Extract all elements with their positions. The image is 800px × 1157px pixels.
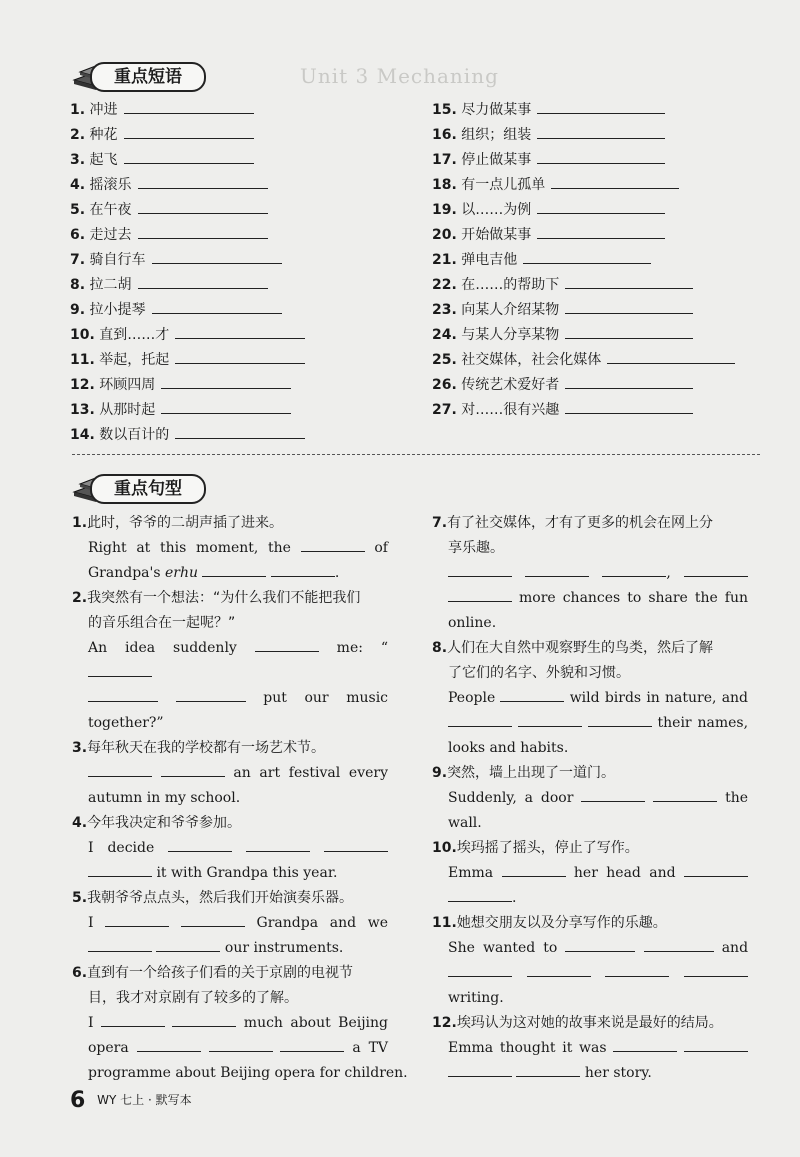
sentence-text: 1. — [72, 515, 88, 531]
english-line — [72, 561, 388, 586]
english-line: looks and habits. — [448, 740, 569, 756]
chinese-prompt: 目，我才对京剧有了较多的了解。 — [88, 990, 298, 1006]
phrase-number: 14. — [70, 427, 95, 443]
chinese-prompt — [72, 586, 388, 611]
english-line: wall. — [448, 815, 482, 831]
sentence-text: I — [88, 915, 94, 931]
answer-blank[interactable] — [324, 837, 388, 852]
sentence-12 — [432, 1011, 748, 1086]
english-line — [72, 836, 388, 861]
phrase-item — [432, 223, 735, 248]
answer-blank[interactable] — [537, 149, 665, 164]
sentence-text: 此时，爷爷的二胡声插了进来。 — [87, 515, 284, 531]
section-title: 重点句型 — [90, 474, 206, 504]
answer-blank[interactable] — [565, 399, 693, 414]
sentence-6 — [72, 961, 408, 1086]
answer-blank[interactable] — [176, 687, 246, 702]
phrase-text: 在……的帮助下 — [461, 277, 560, 293]
sentence-text: Right at this moment, the — [88, 540, 291, 556]
sentence-text: her head and — [573, 865, 676, 881]
sentence-9 — [432, 761, 748, 836]
sentence-text: me: “ — [336, 640, 389, 656]
phrase-number: 21. — [432, 252, 457, 268]
phrase-text: 有一点儿孤单 — [461, 177, 546, 193]
phrase-text: 举起，托起 — [99, 352, 170, 368]
phrase-item — [70, 198, 305, 223]
sentence-text: 6. — [72, 965, 88, 981]
sentence-text: wild birds in nature, and — [569, 690, 749, 706]
sentence-text: a TV — [352, 1040, 389, 1056]
answer-blank[interactable] — [172, 1012, 236, 1027]
answer-blank[interactable] — [551, 174, 679, 189]
phrase-number: 15. — [432, 102, 457, 118]
phrase-number: 11. — [70, 352, 95, 368]
answer-blank[interactable] — [565, 324, 693, 339]
phrase-number: 7. — [70, 252, 86, 268]
sentence-text: Emma thought it was — [448, 1040, 607, 1056]
chinese-prompt — [432, 761, 748, 786]
answer-blank[interactable] — [565, 374, 693, 389]
phrase-text: 种花 — [89, 127, 118, 143]
answer-blank[interactable] — [202, 562, 266, 577]
english-line — [72, 761, 388, 786]
phrase-number: 12. — [70, 377, 95, 393]
phrase-item — [70, 98, 305, 123]
phrase-number: 24. — [432, 327, 457, 343]
sentence-text: 直到有一个给孩子们看的关于京剧的电视节 — [87, 965, 354, 981]
phrase-number: 27. — [432, 402, 457, 418]
sentence-11 — [432, 911, 748, 1011]
phrase-text: 拉二胡 — [89, 277, 132, 293]
sentence-text: Suddenly, a door — [448, 790, 574, 806]
answer-blank[interactable] — [271, 562, 335, 577]
phrase-text: 停止做某事 — [461, 152, 532, 168]
sentence-2 — [72, 586, 388, 736]
english-line — [72, 1011, 388, 1036]
answer-blank[interactable] — [88, 687, 158, 702]
english-line — [432, 586, 748, 611]
english-line — [72, 911, 388, 936]
sentence-text: 她想交朋友以及分享写作的乐趣。 — [456, 915, 667, 931]
phrase-item — [70, 323, 305, 348]
phrase-number: 19. — [432, 202, 457, 218]
phrase-number: 2. — [70, 127, 86, 143]
english-line — [432, 936, 748, 961]
answer-blank[interactable] — [152, 249, 282, 264]
sentence-text: 埃玛认为这对她的故事来说是最好的结局。 — [456, 1015, 723, 1031]
chinese-prompt — [432, 836, 748, 861]
book-label: WY 七上 · 默写本 — [97, 1093, 192, 1107]
phrase-number: 9. — [70, 302, 86, 318]
phrase-text: 拉小提琴 — [89, 302, 146, 318]
dashed-divider — [72, 454, 760, 455]
chinese-prompt — [432, 911, 748, 936]
sentence-text: . — [334, 565, 340, 581]
answer-blank[interactable] — [684, 962, 748, 977]
sentence-text: 我突然有一个想法：“为什么我们不能把我们 — [87, 590, 361, 606]
answer-blank[interactable] — [138, 274, 268, 289]
phrase-text: 从那时起 — [99, 402, 156, 418]
english-line — [432, 786, 748, 811]
answer-blank[interactable] — [246, 837, 310, 852]
answer-blank[interactable] — [280, 1037, 344, 1052]
sentence-text: She wanted to — [448, 940, 558, 956]
answer-blank[interactable] — [88, 662, 152, 677]
english-line: , — [432, 561, 748, 586]
phrase-number: 25. — [432, 352, 457, 368]
phrase-item — [70, 173, 305, 198]
answer-blank[interactable] — [525, 562, 589, 577]
chinese-prompt — [432, 511, 748, 536]
phrase-text: 直到……才 — [99, 327, 170, 343]
phrase-item — [432, 373, 735, 398]
sentence-text: erhu — [165, 565, 199, 581]
phrase-item — [432, 248, 735, 273]
page-footer — [70, 1088, 192, 1113]
answer-blank[interactable] — [644, 937, 714, 952]
phrase-item — [432, 298, 735, 323]
english-line — [72, 636, 388, 686]
answer-blank[interactable] — [161, 762, 225, 777]
answer-blank[interactable] — [181, 912, 245, 927]
english-line — [432, 711, 748, 736]
phrase-item — [432, 198, 735, 223]
answer-blank[interactable] — [124, 149, 254, 164]
answer-blank[interactable] — [448, 587, 512, 602]
sentence-10 — [432, 836, 748, 911]
answer-blank[interactable] — [607, 349, 735, 364]
answer-blank[interactable] — [175, 424, 305, 439]
phrase-item — [432, 398, 735, 423]
answer-blank[interactable] — [448, 962, 512, 977]
chinese-prompt — [72, 736, 388, 761]
answer-blank[interactable] — [138, 199, 268, 214]
phrase-number: 3. — [70, 152, 86, 168]
answer-blank[interactable] — [537, 224, 665, 239]
phrase-text: 弹电吉他 — [461, 252, 518, 268]
phrase-item — [432, 123, 735, 148]
answer-blank[interactable] — [448, 1062, 512, 1077]
english-line — [432, 861, 748, 886]
phrase-text: 开始做某事 — [461, 227, 532, 243]
sentence-text: 10. — [432, 840, 457, 856]
sentences-right-column — [432, 511, 748, 1086]
answer-blank[interactable] — [175, 349, 305, 364]
english-line — [72, 536, 388, 561]
phrase-item — [70, 148, 305, 173]
answer-blank[interactable] — [168, 837, 232, 852]
chinese-prompt — [72, 886, 388, 911]
answer-blank[interactable] — [588, 712, 652, 727]
phrase-text: 对……很有兴趣 — [461, 402, 560, 418]
phrase-text: 组织；组装 — [461, 127, 532, 143]
phrase-item — [432, 323, 735, 348]
chinese-prompt — [432, 1011, 748, 1036]
answer-blank[interactable] — [138, 174, 268, 189]
english-line: autumn in my school. — [88, 790, 241, 806]
answer-blank[interactable] — [448, 712, 512, 727]
sentence-text: 今年我决定和爷爷参加。 — [87, 815, 242, 831]
phrase-number: 5. — [70, 202, 86, 218]
sentence-text: 7. — [432, 515, 448, 531]
answer-blank[interactable] — [448, 887, 512, 902]
phrase-item — [432, 148, 735, 173]
phrase-text: 向某人介绍某物 — [461, 302, 560, 318]
phrases-left-column — [70, 98, 305, 448]
sentence-text: People — [448, 690, 496, 706]
phrase-item — [70, 123, 305, 148]
answer-blank[interactable] — [138, 224, 268, 239]
answer-blank[interactable] — [581, 787, 645, 802]
sentence-8 — [432, 636, 748, 761]
english-line: writing. — [448, 990, 504, 1006]
english-line — [72, 861, 388, 886]
sentence-text: Grandpa and we — [256, 915, 388, 931]
phrase-number: 6. — [70, 227, 86, 243]
answer-blank[interactable] — [565, 274, 693, 289]
sentence-4 — [72, 811, 388, 886]
answer-blank[interactable] — [161, 399, 291, 414]
english-line — [432, 686, 748, 711]
section-header-phrases — [70, 58, 210, 92]
sentence-text: her story. — [584, 1065, 652, 1081]
sentence-1 — [72, 511, 388, 586]
sentence-text: Grandpa's — [88, 565, 161, 581]
answer-blank[interactable] — [605, 962, 669, 977]
phrase-item — [70, 223, 305, 248]
answer-blank[interactable] — [152, 299, 282, 314]
answer-blank[interactable] — [527, 962, 591, 977]
english-line — [72, 1036, 388, 1061]
section-title: 重点短语 — [90, 62, 206, 92]
answer-blank[interactable] — [523, 249, 651, 264]
answer-blank[interactable] — [684, 1037, 748, 1052]
phrase-text: 在午夜 — [89, 202, 132, 218]
english-line — [72, 936, 388, 961]
phrase-number: 23. — [432, 302, 457, 318]
english-line: programme about Beijing opera for children. — [88, 1065, 408, 1081]
sentence-3 — [72, 736, 388, 811]
phrase-number: 1. — [70, 102, 86, 118]
answer-blank[interactable] — [209, 1037, 273, 1052]
answer-blank[interactable] — [175, 324, 305, 339]
answer-blank[interactable] — [518, 712, 582, 727]
sentence-text: our instruments. — [224, 940, 344, 956]
phrase-item — [70, 373, 305, 398]
phrase-text: 冲进 — [89, 102, 118, 118]
sentence-text: put our music — [263, 690, 389, 706]
phrase-number: 4. — [70, 177, 86, 193]
sentence-text: 11. — [432, 915, 457, 931]
sentence-text: I decide — [88, 840, 155, 856]
phrase-number: 13. — [70, 402, 95, 418]
sentence-text: 埃玛摇了摇头，停止了写作。 — [456, 840, 639, 856]
sentence-text: 我朝爷爷点点头，然后我们开始演奏乐器。 — [87, 890, 354, 906]
sentence-text: I — [88, 1015, 94, 1031]
sentence-text: 突然，墙上出现了一道门。 — [447, 765, 616, 781]
sentence-text: 2. — [72, 590, 88, 606]
english-line: together?” — [88, 715, 164, 731]
sentence-text: it with Grandpa this year. — [156, 865, 338, 881]
answer-blank[interactable] — [684, 562, 748, 577]
sentence-text: Emma — [448, 865, 494, 881]
sentence-text: the — [725, 790, 749, 806]
phrase-text: 数以百计的 — [99, 427, 170, 443]
phrase-number: 16. — [432, 127, 457, 143]
phrases-right-column — [432, 98, 735, 423]
english-line — [432, 1061, 748, 1086]
phrase-item — [432, 273, 735, 298]
answer-blank[interactable] — [88, 862, 152, 877]
sentence-text: of — [374, 540, 388, 556]
answer-blank[interactable] — [448, 562, 512, 577]
phrase-item — [432, 98, 735, 123]
sentence-text: 5. — [72, 890, 88, 906]
answer-blank[interactable] — [124, 99, 254, 114]
answer-blank[interactable] — [255, 637, 319, 652]
phrase-item — [70, 398, 305, 423]
answer-blank[interactable] — [502, 862, 566, 877]
sentences-left-column — [72, 511, 408, 1086]
sentence-text: . — [512, 890, 517, 906]
answer-blank[interactable] — [88, 937, 152, 952]
section-header-sentences — [70, 470, 210, 504]
sentence-text: 有了社交媒体，才有了更多的机会在网上分 — [447, 515, 714, 531]
answer-blank[interactable] — [565, 937, 635, 952]
answer-blank[interactable] — [88, 762, 152, 777]
phrase-item — [70, 298, 305, 323]
answer-blank[interactable] — [137, 1037, 201, 1052]
answer-blank[interactable] — [516, 1062, 580, 1077]
phrase-item — [70, 248, 305, 273]
phrase-item — [432, 348, 735, 373]
phrase-number: 22. — [432, 277, 457, 293]
phrase-item — [70, 423, 305, 448]
chinese-prompt — [72, 811, 388, 836]
answer-blank[interactable] — [565, 299, 693, 314]
answer-blank[interactable] — [537, 124, 665, 139]
phrase-item — [70, 348, 305, 373]
answer-blank[interactable] — [124, 124, 254, 139]
phrase-number: 8. — [70, 277, 86, 293]
sentence-5 — [72, 886, 388, 961]
sentence-text: An idea suddenly — [88, 640, 237, 656]
sentence-text: 9. — [432, 765, 448, 781]
phrase-text: 传统艺术爱好者 — [461, 377, 560, 393]
answer-blank[interactable] — [301, 537, 365, 552]
answer-blank[interactable] — [101, 1012, 165, 1027]
phrase-text: 以……为例 — [461, 202, 532, 218]
phrase-text: 骑自行车 — [89, 252, 146, 268]
english-line — [432, 961, 748, 986]
phrase-item — [432, 173, 735, 198]
phrase-text: 摇滚乐 — [89, 177, 132, 193]
sentence-text: an art festival every — [233, 765, 389, 781]
answer-blank[interactable] — [537, 199, 665, 214]
answer-blank[interactable] — [653, 787, 717, 802]
answer-blank[interactable] — [161, 374, 291, 389]
answer-blank[interactable] — [156, 937, 220, 952]
english-line — [432, 886, 748, 911]
answer-blank[interactable] — [500, 687, 564, 702]
sentence-text: 3. — [72, 740, 88, 756]
phrase-text: 社交媒体，社会化媒体 — [461, 352, 602, 368]
phrase-text: 环顾四周 — [99, 377, 156, 393]
page-number: 6 — [70, 1088, 86, 1113]
chinese-prompt — [432, 636, 748, 661]
english-line: online. — [448, 615, 497, 631]
sentence-text: 4. — [72, 815, 88, 831]
chinese-prompt: 享乐趣。 — [448, 540, 504, 556]
answer-blank[interactable] — [684, 862, 748, 877]
sentence-text: more chances to share the fun — [519, 590, 749, 606]
sentence-text: and — [721, 940, 749, 956]
english-line — [72, 686, 388, 711]
chinese-prompt — [72, 961, 388, 986]
sentence-text: 12. — [432, 1015, 457, 1031]
chinese-prompt: 的音乐组合在一起呢？” — [88, 615, 236, 631]
phrase-number: 17. — [432, 152, 457, 168]
sentence-text: 8. — [432, 640, 448, 656]
answer-blank[interactable] — [602, 562, 666, 577]
english-line — [432, 1036, 748, 1061]
sentence-text: opera — [88, 1040, 129, 1056]
phrase-item — [70, 273, 305, 298]
sentence-7 — [432, 511, 748, 636]
phrase-number: 20. — [432, 227, 457, 243]
chinese-prompt — [72, 511, 388, 536]
chinese-prompt: 了它们的名字、外貌和习惯。 — [448, 665, 630, 681]
sentence-text: 人们在大自然中观察野生的鸟类，然后了解 — [447, 640, 714, 656]
bleed-through-text: Unit 3 Mechaning — [300, 64, 499, 88]
phrase-number: 18. — [432, 177, 457, 193]
answer-blank[interactable] — [105, 912, 169, 927]
sentence-text: 每年秋天在我的学校都有一场艺术节。 — [87, 740, 326, 756]
answer-blank[interactable] — [613, 1037, 677, 1052]
answer-blank[interactable] — [537, 99, 665, 114]
phrase-number: 10. — [70, 327, 95, 343]
phrase-number: 26. — [432, 377, 457, 393]
sentence-text: much about Beijing — [243, 1015, 389, 1031]
phrase-text: 尽力做某事 — [461, 102, 532, 118]
phrase-text: 走过去 — [89, 227, 132, 243]
sentence-text: their names, — [657, 715, 749, 731]
phrase-text: 起飞 — [89, 152, 118, 168]
phrase-text: 与某人分享某物 — [461, 327, 560, 343]
